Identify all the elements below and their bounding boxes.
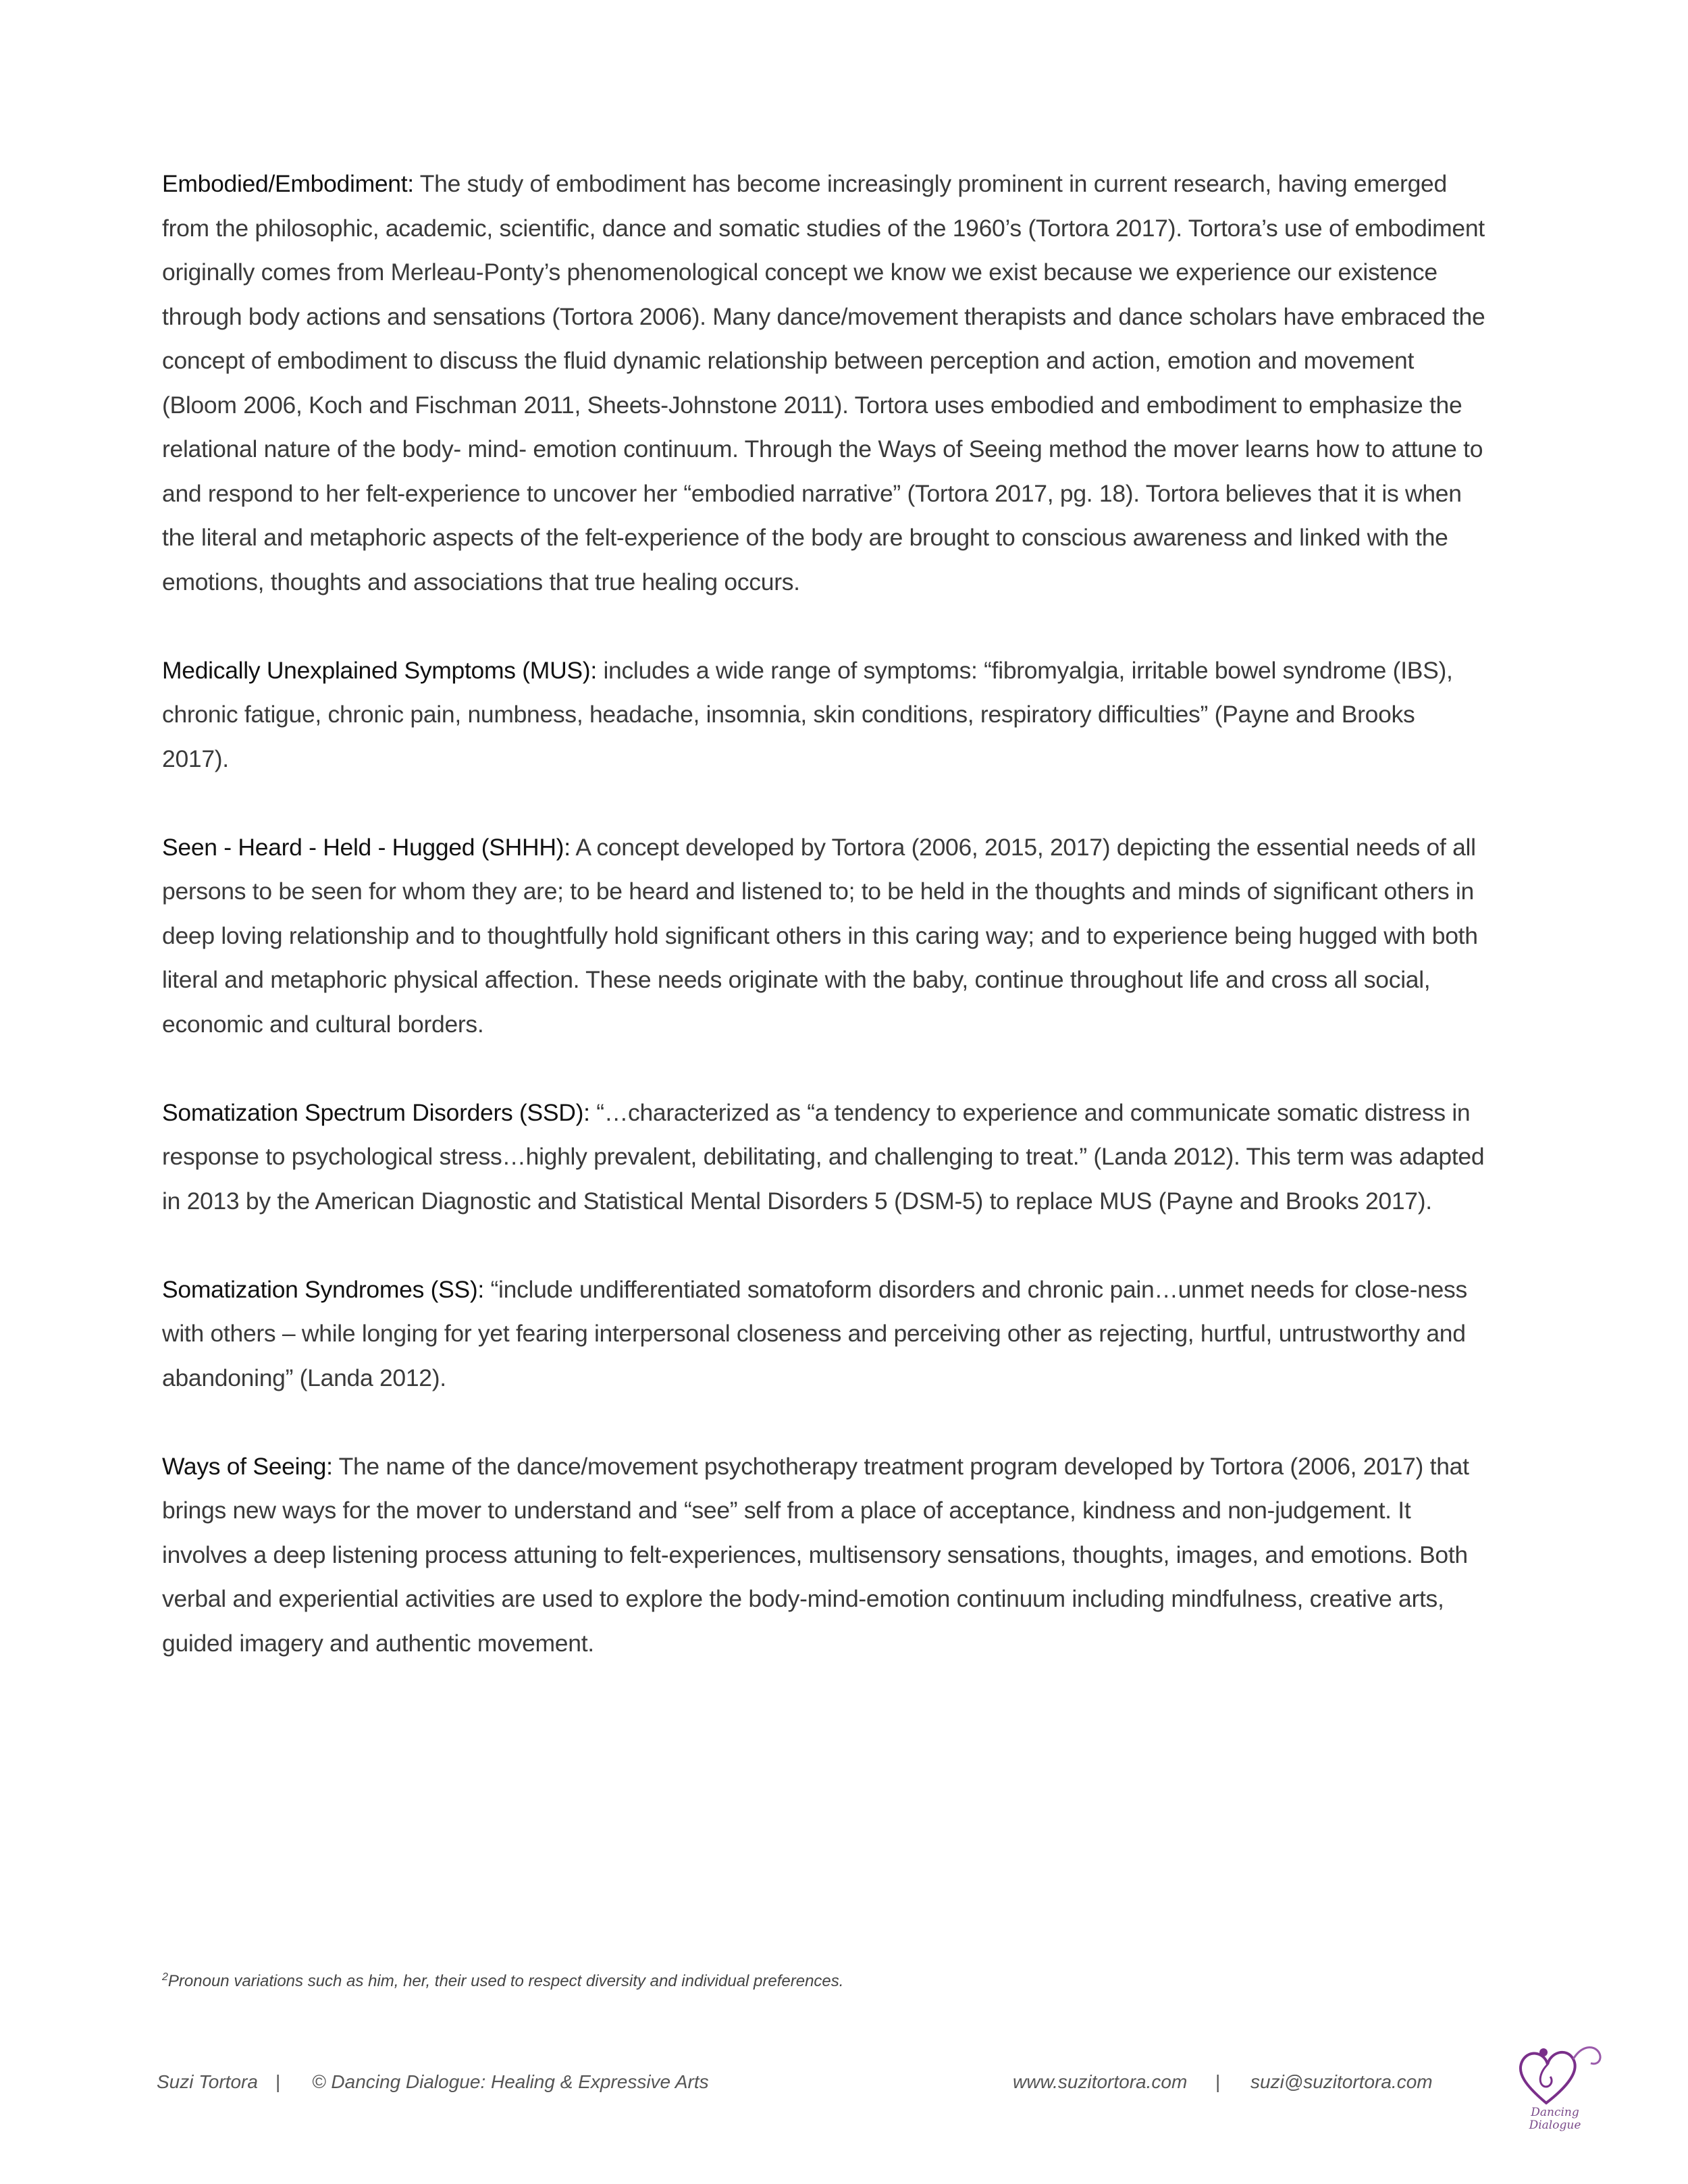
logo-line-1: Dancing xyxy=(1531,2106,1579,2119)
glossary xyxy=(162,162,1485,1710)
definition-ssd: “…characterized as “a tendency to experience and communicate somatic distress in response to psychological stress…highly prevalent, debilitating, and challenging to treat.” (Landa 2012). This term was adapted in 2013 by the American Diagnostic and Statistical Mental Disorders 5 (DSM-5) to replace MUS (Payne and Brooks 2017). xyxy=(162,1098,1485,1215)
footer-author: Suzi Tortora xyxy=(157,2071,258,2092)
heart-swirl-icon xyxy=(1499,2032,1620,2113)
term-embodiment: Embodied/Embodiment: xyxy=(162,170,414,197)
entry-ssd xyxy=(162,1091,1485,1224)
term-ssd: Somatization Spectrum Disorders (SSD): xyxy=(162,1098,590,1126)
term-ways-of-seeing: Ways of Seeing: xyxy=(162,1452,333,1480)
footer-email-link[interactable]: suzi@suzitortora.com xyxy=(1250,2071,1433,2092)
term-shhh: Seen - Heard - Held - Hugged (SHHH): xyxy=(162,833,571,861)
entry-shhh xyxy=(162,826,1485,1047)
definition-mus: includes a wide range of symptoms: “fibromyalgia, irritable bowel syndrome (IBS), chronic fatigue, chronic pain, numbness, headache, insomnia, skin conditions, respiratory difficulties” (Payne and Brooks 2017). xyxy=(162,656,1453,772)
logo-line-2: Dialogue xyxy=(1529,2119,1581,2132)
definition-ss: “include undifferentiated somatoform disorders and chronic pain…unmet needs for close-ness with others – while longing for yet fearing interpersonal closeness and perceiving other as rejecting, hurtful, untrustworthy and abandoning” (Landa 2012). xyxy=(162,1275,1467,1391)
logo-wordmark xyxy=(1511,2106,1599,2132)
entry-ss xyxy=(162,1268,1485,1401)
term-mus: Medically Unexplained Symptoms (MUS): xyxy=(162,656,597,684)
footnote-marker: 2 xyxy=(162,1971,168,1983)
footer-website-link[interactable]: www.suzitortora.com xyxy=(1013,2071,1188,2092)
entry-ways-of-seeing xyxy=(162,1445,1485,1666)
entry-mus xyxy=(162,649,1485,782)
footer-copyright: © Dancing Dialogue: Healing & Expressive Arts xyxy=(312,2071,709,2092)
term-ss: Somatization Syndromes (SS): xyxy=(162,1275,484,1303)
footnote xyxy=(162,1971,1512,1991)
footnote-text: Pronoun variations such as him, her, their used to respect diversity and individual preferences. xyxy=(167,1972,844,1990)
definition-shhh: A concept developed by Tortora (2006, 2015, 2017) depicting the essential needs of all persons to be seen for whom they are; to be heard and listened to; to be held in the thoughts and minds of significant others in deep loving relationship and to thoughtfully hold significant others in this caring way; and to experience being hugged with both literal and metaphoric physical affection. These needs originate with the baby, continue throughout life and cross all social, economic and cultural borders. xyxy=(162,833,1478,1038)
footer-separator-2: | xyxy=(1215,2071,1221,2092)
footer-separator-1: | xyxy=(275,2071,281,2092)
dancing-dialogue-logo xyxy=(1499,2032,1620,2140)
entry-embodiment xyxy=(162,162,1485,604)
definition-embodiment: The study of embodiment has become increasingly prominent in current research, having emerged from the philosophic, academic, scientific, dance and somatic studies of the 1960’s (Tortora 2017). Tortora’s use of embodiment originally comes from Merleau-Ponty’s phenomenological concept we know we exist because we experience our existence through body actions and sensations (Tortora 2006). Many dance/movement therapists and dance scholars have embraced the concept of embodiment to discuss the fluid dynamic relationship between perception and action, emotion and movement (Bloom 2006, Koch and Fischman 2011, Sheets-Johnstone 2011). Tortora uses embodied and embodiment to emphasize the relational nature of the body- mind- emotion continuum. Through the Ways of Seeing method the mover learns how to attune to and respond to her felt-experience to uncover her “embodied narrative” (Tortora 2017, pg. 18). Tortora believes that it is when the literal and metaphoric aspects of the felt-experience of the body are brought to conscious awareness and linked with the emotions, thoughts and associations that true healing occurs. xyxy=(162,170,1485,595)
definition-ways-of-seeing: The name of the dance/movement psychotherapy treatment program developed by Tortora (2006, 2017) that brings new ways for the mover to understand and “see” self from a place of acceptance, kindness and non-judgement. It involves a deep listening process attuning to felt-experiences, multisensory sensations, thoughts, images, and emotions. Both verbal and experiential activities are used to explore the body-mind-emotion continuum including mindfulness, creative arts, guided imagery and authentic movement. xyxy=(162,1452,1469,1657)
